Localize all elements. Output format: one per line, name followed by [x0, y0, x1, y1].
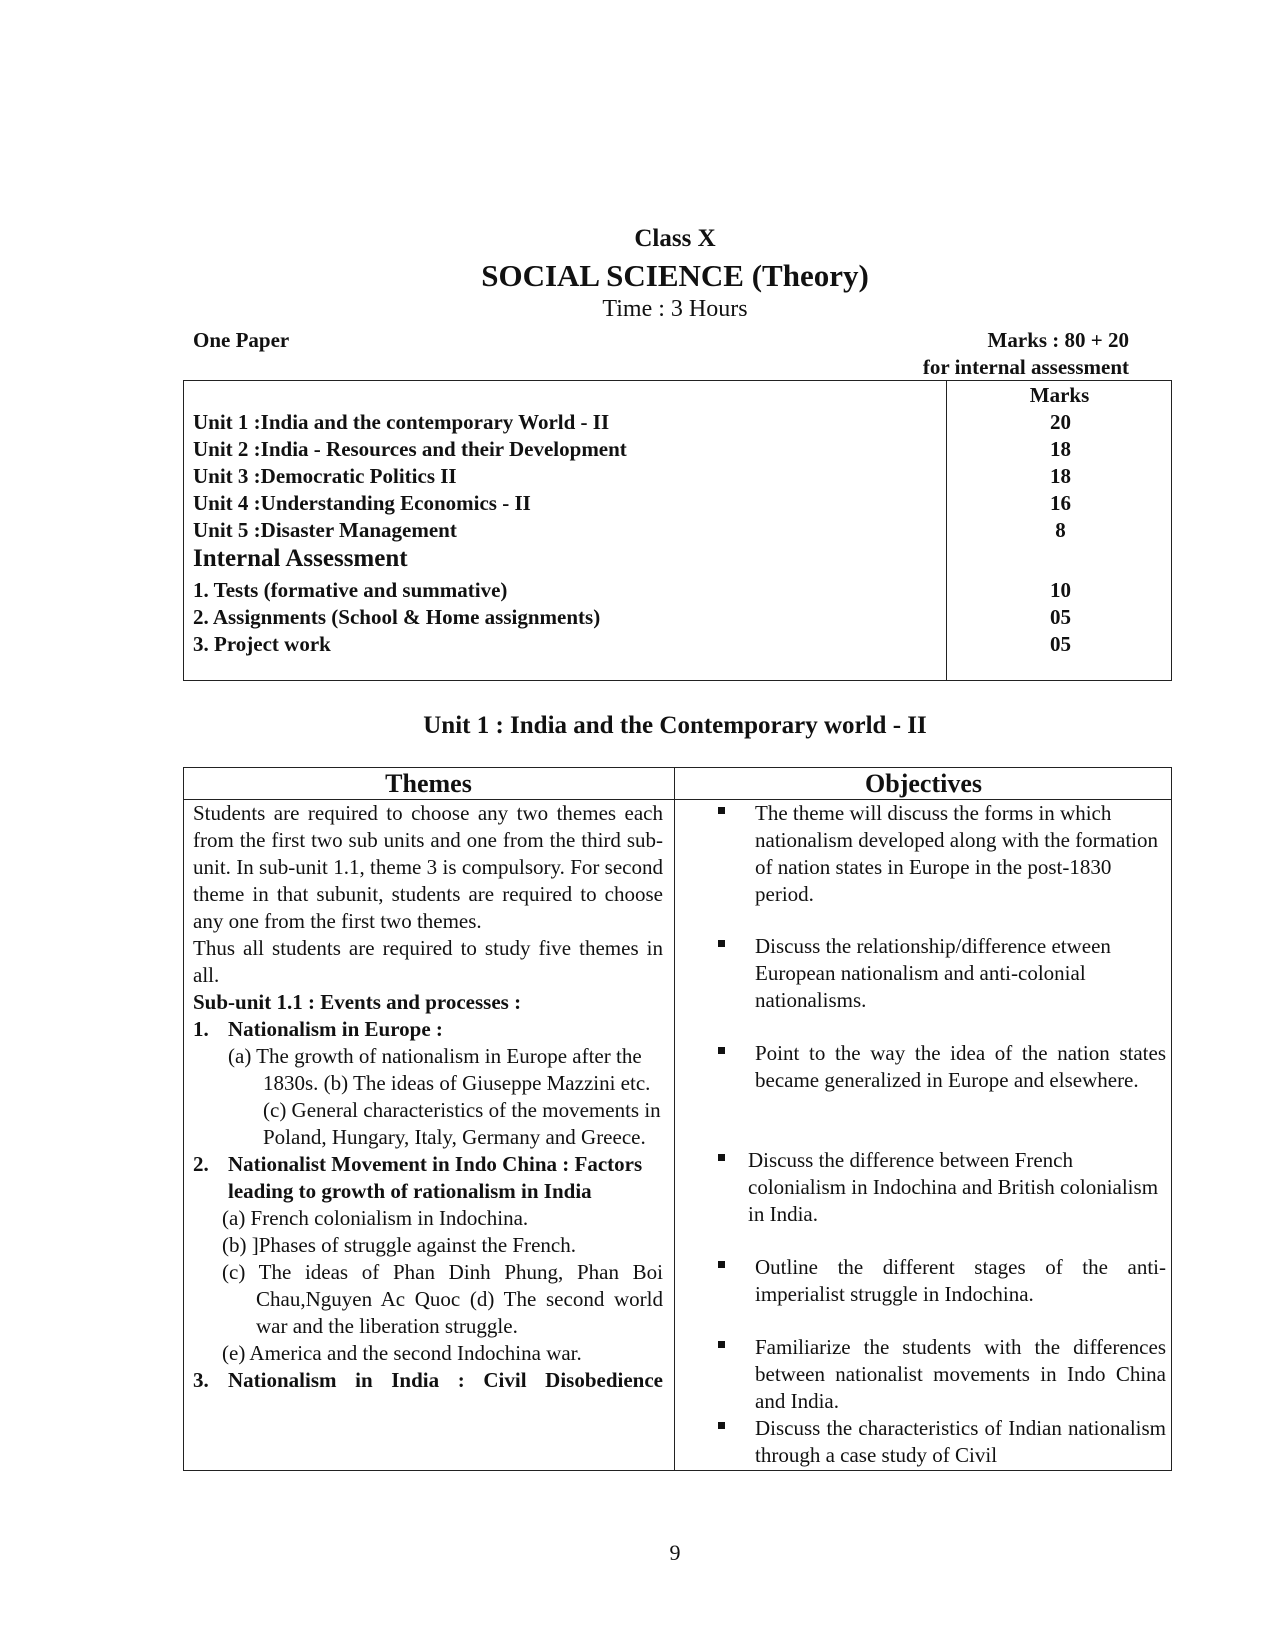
bullet-icon — [718, 1154, 728, 1164]
theme-detail: (c) The ideas of Phan Dinh Phung, Phan Boi Chau,Nguyen Ac Quoc (d) The second world war and the liberation struggle. — [222, 1260, 663, 1338]
theme-number: 1. — [193, 1017, 209, 1041]
theme-title: Nationalism in India : Civil Disobedience — [228, 1368, 663, 1392]
table-row — [193, 491, 1163, 518]
class-title: Class X — [634, 225, 716, 252]
theme-item-1 — [193, 1016, 663, 1043]
unit-marks: 18 — [1050, 464, 1071, 488]
marks-total: Marks : 80 + 20 — [987, 328, 1129, 352]
assessment-label: 1. Tests (formative and summative) — [193, 578, 508, 602]
exam-time: Time : 3 Hours — [602, 296, 748, 322]
objective-item: Discuss the difference between French colonialism in Indochina and British colonialism in India. — [748, 1148, 1159, 1226]
table-row — [193, 578, 1163, 605]
objectives-column-header: Objectives — [865, 769, 982, 798]
unit-label: Unit 2 :India - Resources and their Development — [193, 437, 627, 461]
unit-label: Unit 1 :India and the contemporary World - II — [193, 410, 610, 434]
internal-assessment-note: for internal assessment — [922, 355, 1129, 379]
unit-label: Unit 3 :Democratic Politics II — [193, 464, 457, 488]
themes-intro-2: Thus all students are required to study five themes in all. — [193, 936, 663, 987]
themes-column — [193, 800, 663, 1394]
internal-assessment-heading: Internal Assessment — [193, 545, 408, 572]
theme-title: Nationalist Movement in Indo China : Factors leading to growth of rationalism in India — [228, 1152, 643, 1203]
unit-marks: 18 — [1050, 437, 1071, 461]
assessment-marks: 10 — [1050, 578, 1071, 602]
objective-item: The theme will discuss the forms in which nationalism developed along with the formation of nation states in Europe in the post-1830 period. — [755, 801, 1158, 906]
unit-marks: 8 — [1055, 518, 1066, 542]
bullet-icon — [718, 1422, 728, 1432]
theme-item-3 — [193, 1367, 663, 1394]
bullet-icon — [718, 1341, 728, 1351]
objective-item: Discuss the characteristics of Indian nationalism through a case study of Civil — [755, 1416, 1166, 1467]
unit-label: Unit 5 :Disaster Management — [193, 518, 457, 542]
assessment-marks: 05 — [1050, 632, 1071, 656]
theme-detail: (a) The growth of nationalism in Europe after the 1830s. (b) The ideas of Giuseppe Mazzini etc. (c) General characteristics of the movements in Poland, Hungary, Italy, Germany and Greece. — [228, 1044, 661, 1149]
theme-number: 3. — [193, 1368, 209, 1392]
page-number: 9 — [669, 1540, 681, 1565]
themes-intro: Students are required to choose any two themes each from the first two sub units and one from the third sub-unit. In sub-unit 1.1, theme 3 is compulsory. For second theme in that subunit, students are required to choose any one from the first two themes. — [193, 801, 663, 933]
bullet-icon — [718, 1261, 728, 1271]
theme-number: 2. — [193, 1152, 209, 1176]
unit-label: Unit 4 :Understanding Economics - II — [193, 491, 531, 515]
objective-item: Familiarize the students with the differences between nationalist movements in Indo China and India. — [755, 1335, 1166, 1413]
table-row — [193, 632, 1163, 659]
table-row — [193, 464, 1163, 491]
themes-column-header: Themes — [385, 769, 472, 798]
table-row — [193, 437, 1163, 464]
assessment-marks: 05 — [1050, 605, 1071, 629]
theme-detail: (b) ]Phases of struggle against the French. — [222, 1233, 576, 1257]
assessment-label: 2. Assignments (School & Home assignments) — [193, 605, 601, 629]
bullet-icon — [718, 940, 728, 950]
subject-title: SOCIAL SCIENCE (Theory) — [481, 258, 869, 293]
objective-item: Point to the way the idea of the nation states became generalized in Europe and elsewhere. — [755, 1041, 1166, 1092]
marks-column-header: Marks — [1029, 383, 1090, 407]
bullet-icon — [718, 807, 728, 817]
assessment-label: 3. Project work — [193, 632, 331, 656]
theme-detail: (e) America and the second Indochina war. — [222, 1341, 582, 1365]
objective-item: Outline the different stages of the anti-imperialist struggle in Indochina. — [755, 1255, 1166, 1306]
table-row — [193, 518, 1163, 545]
table-row — [193, 410, 1163, 437]
table-divider — [674, 767, 675, 1471]
table-row — [193, 605, 1163, 632]
theme-detail: (a) French colonialism in Indochina. — [222, 1206, 529, 1230]
unit-heading: Unit 1 : India and the Contemporary world - II — [423, 712, 927, 739]
objective-item: Discuss the relationship/difference etween European nationalism and anti-colonial nationalisms. — [755, 934, 1111, 1012]
unit-marks: 16 — [1050, 491, 1071, 515]
bullet-icon — [718, 1047, 728, 1057]
subunit-heading: Sub-unit 1.1 : Events and processes : — [193, 990, 522, 1014]
theme-item-2 — [193, 1151, 663, 1205]
paper-count: One Paper — [193, 328, 290, 352]
unit-marks: 20 — [1050, 410, 1071, 434]
theme-title: Nationalism in Europe : — [228, 1017, 443, 1041]
